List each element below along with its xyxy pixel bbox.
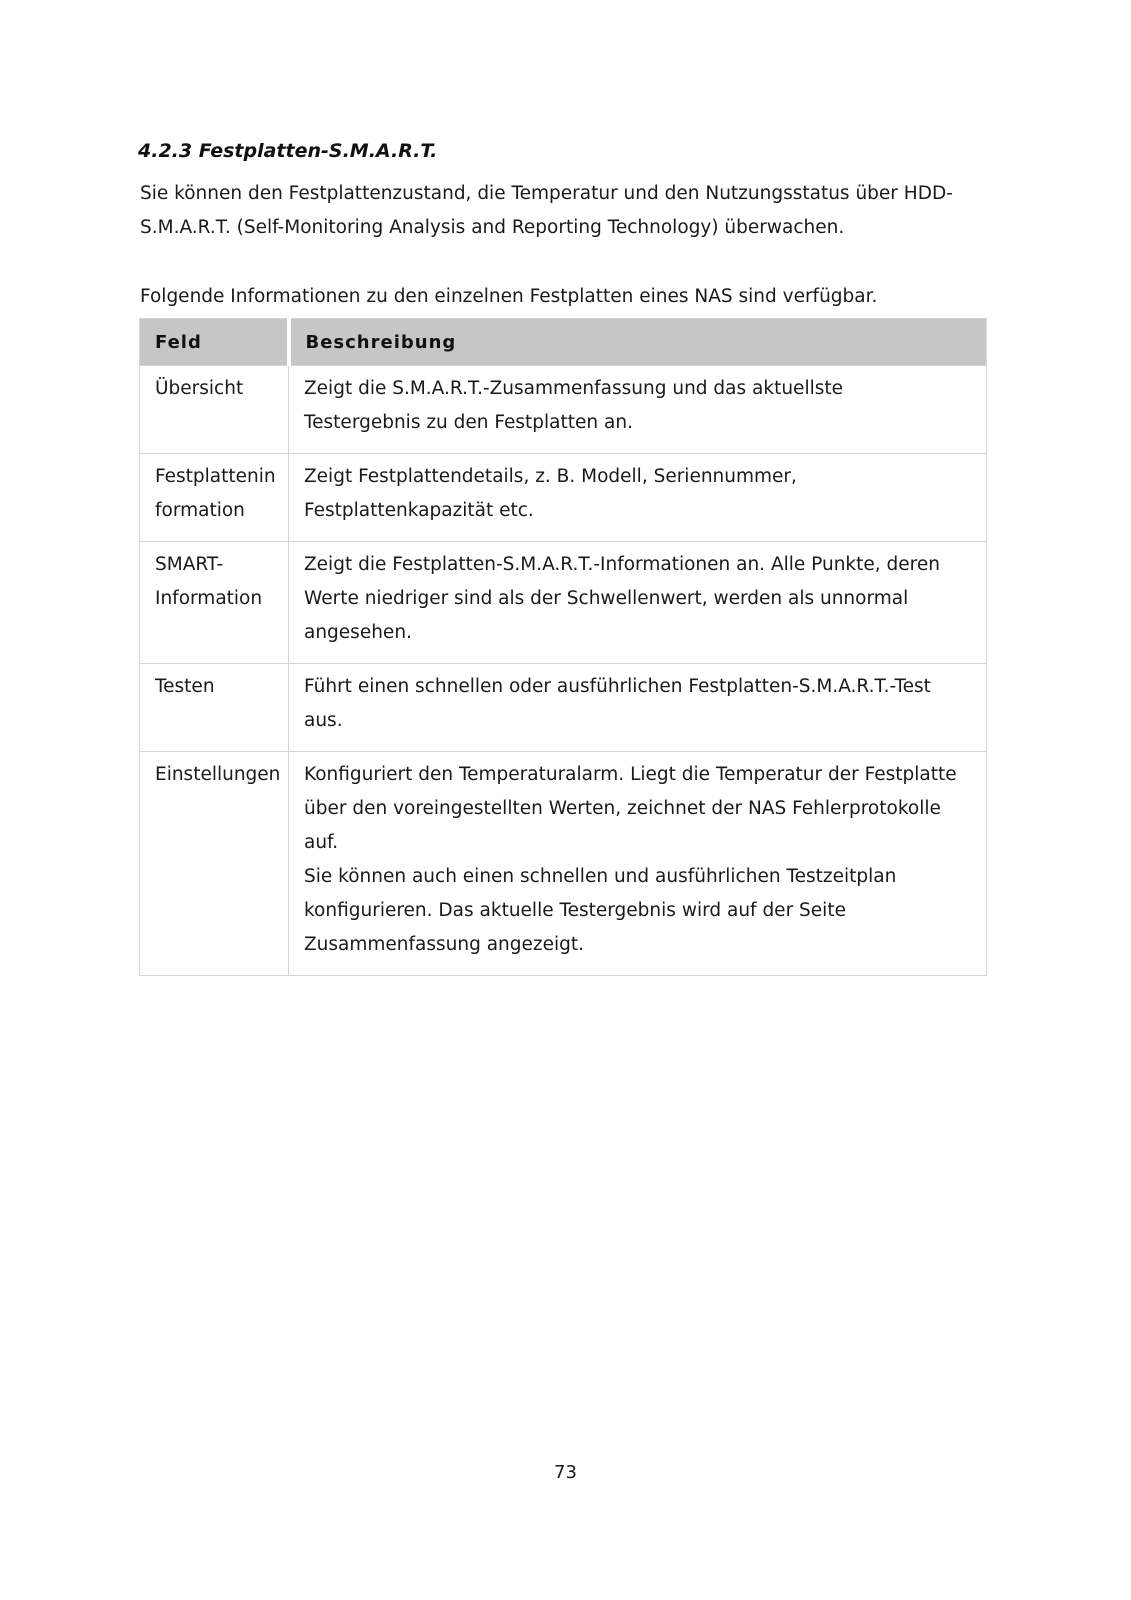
column-header-field: Feld [140, 319, 289, 366]
description-line: über den voreingestellten Werten, zeichnet der NAS Fehlerprotokolle [304, 798, 941, 819]
table-header-row [140, 319, 987, 366]
field-label: Festplattenin [155, 466, 276, 487]
page-number: 73 [554, 1462, 577, 1483]
description-line: Zeigt Festplattendetails, z. B. Modell, Seriennummer, [304, 466, 797, 487]
field-cell [140, 454, 289, 542]
description-line: Festplattenkapazität etc. [304, 500, 534, 521]
field-label: formation [155, 500, 245, 521]
table-row [140, 366, 987, 454]
description-line: Konfiguriert den Temperaturalarm. Liegt die Temperatur der Festplatte [304, 764, 957, 785]
field-label: Einstellungen [155, 764, 281, 785]
section-heading: 4.2.3 Festplatten-S.M.A.R.T. [138, 140, 438, 162]
field-label: SMART- [155, 554, 224, 575]
field-cell [140, 366, 289, 454]
intro-line: Sie können den Festplattenzustand, die Temperatur und den Nutzungsstatus über HDD- [140, 183, 953, 204]
column-header-description: Beschreibung [289, 319, 987, 366]
field-label: Testen [155, 676, 215, 697]
description-line: auf. [304, 832, 339, 853]
field-cell [140, 664, 289, 752]
description-cell [289, 542, 987, 664]
table-row [140, 664, 987, 752]
intro-line: S.M.A.R.T. (Self-Monitoring Analysis and Reporting Technology) überwachen. [140, 217, 845, 238]
intro-paragraph [140, 177, 953, 245]
description-line: konfigurieren. Das aktuelle Testergebnis wird auf der Seite [304, 900, 846, 921]
description-line: Zeigt die Festplatten-S.M.A.R.T.-Informationen an. Alle Punkte, deren [304, 554, 940, 575]
description-cell [289, 752, 987, 976]
description-line: Führt einen schnellen oder ausführlichen Festplatten-S.M.A.R.T.-Test [304, 676, 931, 697]
table-row [140, 542, 987, 664]
field-cell [140, 542, 289, 664]
table-row [140, 454, 987, 542]
description-line: Zeigt die S.M.A.R.T.-Zusammenfassung und das aktuellste [304, 378, 843, 399]
description-line: Werte niedriger sind als der Schwellenwert, werden als unnormal [304, 588, 909, 609]
lead-paragraph: Folgende Informationen zu den einzelnen Festplatten eines NAS sind verfügbar. [140, 286, 878, 307]
field-label: Information [155, 588, 263, 609]
description-line: Testergebnis zu den Festplatten an. [304, 412, 633, 433]
description-cell [289, 366, 987, 454]
table-row [140, 752, 987, 976]
description-line: aus. [304, 710, 343, 731]
description-line: Zusammenfassung angezeigt. [304, 934, 585, 955]
field-label: Übersicht [155, 378, 244, 399]
description-cell [289, 664, 987, 752]
description-line: angesehen. [304, 622, 412, 643]
description-cell [289, 454, 987, 542]
field-cell [140, 752, 289, 976]
description-line: Sie können auch einen schnellen und ausführlichen Testzeitplan [304, 866, 897, 887]
info-table [139, 318, 987, 976]
